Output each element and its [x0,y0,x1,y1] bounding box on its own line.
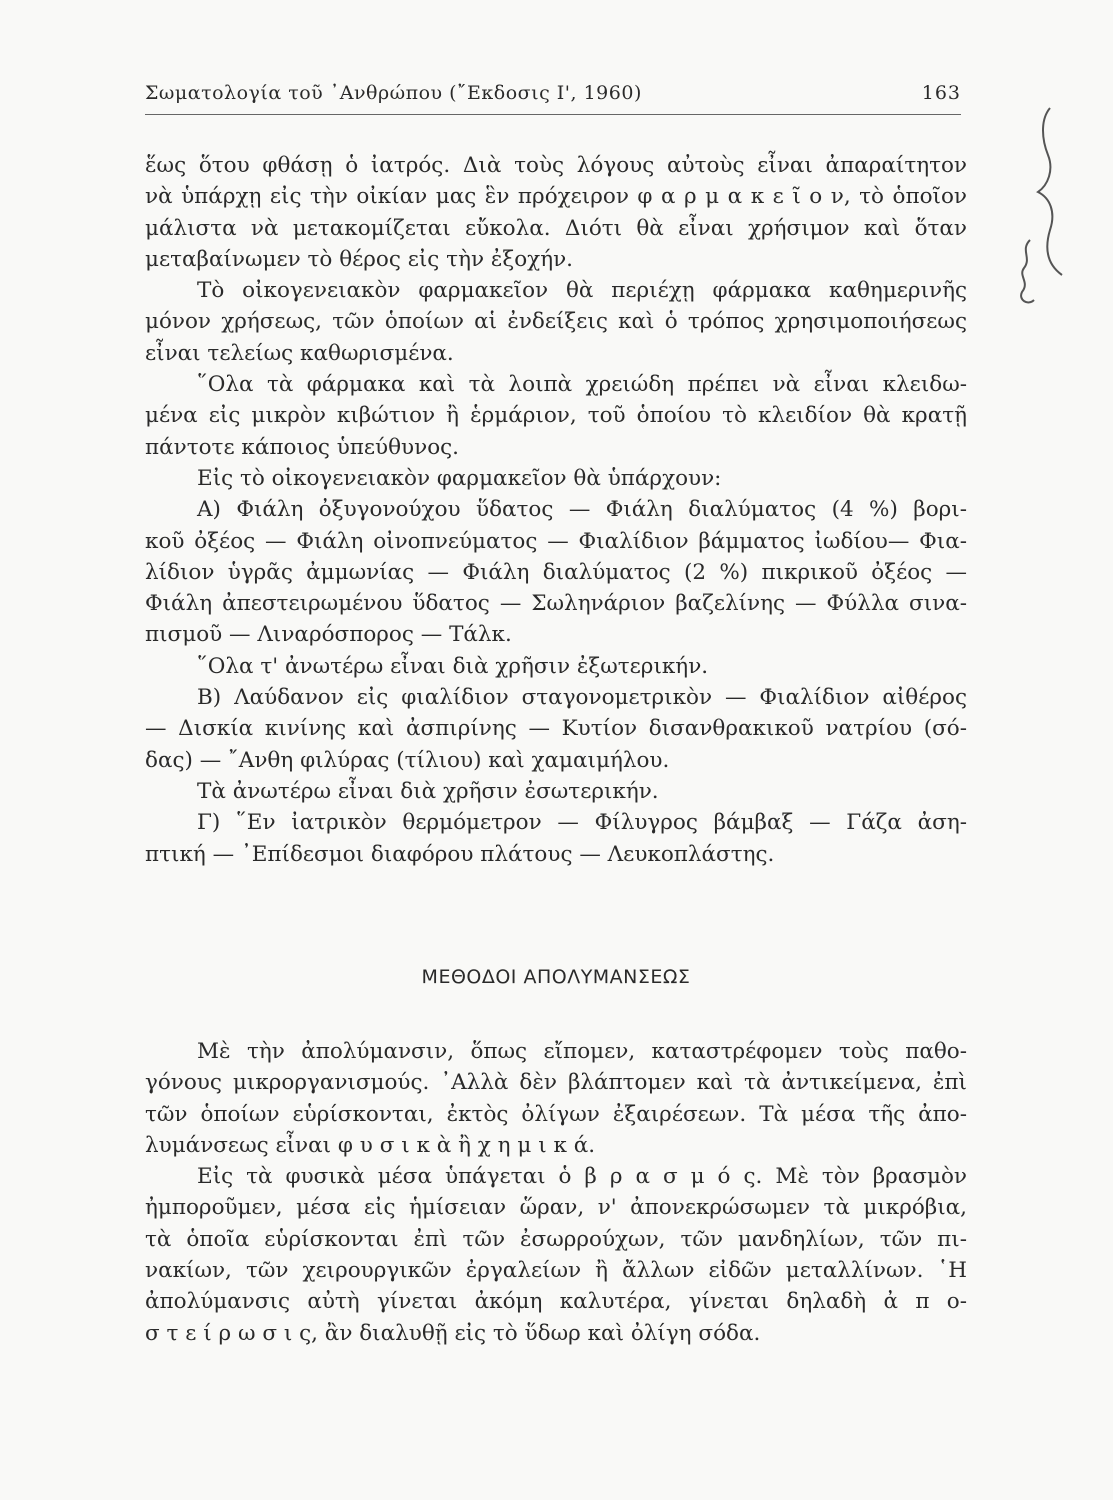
text-line: ῞Ολα τ' ἀνωτέρω εἶναι διὰ χρῆσιν ἐξωτερικήν. [197,653,709,679]
text-line: πτική — ᾿Επίδεσμοι διαφόρου πλάτους — Λευκοπλάστης. [145,841,775,867]
text-line: Εἰς τὰ φυσικὰ μέσα ὑπάγεται ὁ β ρ α σ μ ό ς. Μὲ τὸν βρασμὸν [197,1164,967,1190]
text-line: γόνους μικροργανισμούς. ᾿Αλλὰ δὲν βλάπτομεν καὶ τὰ ἀντικείμενα, ἐπὶ [145,1070,967,1096]
text-line: — Δισκία κινίνης καὶ ἀσπιρίνης — Κυτίον δισανθρακικοῦ νατρίου (σό- [145,716,967,742]
text-line: μόνον χρήσεως, τῶν ὁποίων αἱ ἐνδείξεις καὶ ὁ τρόπος χρησιμοποιήσεως [145,309,967,335]
text-line: λυμάνσεως εἶναι φ υ σ ι κ ὰ ἢ χ η μ ι κ ά. [145,1132,596,1158]
text-line: εἶναι τελείως καθωρισμένα. [145,340,454,366]
text-line: Α) Φιάλη ὀξυγονούχου ὕδατος — Φιάλη διαλύματος (4 %) βορι- [197,497,967,523]
body-text-block-2 [145,1036,967,1349]
text-line: μεταβαίνωμεν τὸ θέρος εἰς τὴν ἐξοχήν. [145,246,573,272]
text-line: Γ) ῞Εν ἰατρικὸν θερμόμετρον — Φίλυγρος βάμβαξ — Γάζα ἀση- [197,810,967,836]
section-heading: ΜΕΘΟΔΟΙ ΑΠΟΛΥΜΑΝΣΕΩΣ [421,966,691,988]
text-line: τῶν ὁποίων εὑρίσκονται, ἐκτὸς ὀλίγων ἐξαιρέσεων. Τὰ μέσα τῆς ἀπο- [145,1101,967,1127]
text-line: Τὰ ἀνωτέρω εἶναι διὰ χρῆσιν ἐσωτερικήν. [197,778,659,804]
text-line: νὰ ὑπάρχῃ εἰς τὴν οἰκίαν μας ἓν πρόχειρον φ α ρ μ α κ ε ῖ ο ν, τὸ ὁποῖον [145,184,967,210]
text-line: ἕως ὅτου φθάσῃ ὁ ἰατρός. Διὰ τοὺς λόγους αὐτοὺς εἶναι ἀπαραίτητον [145,153,967,178]
text-line: Β) Λαύδανον εἰς φιαλίδιον σταγονομετρικὸν — Φιαλίδιον αἰθέρος [197,685,967,711]
text-line: μάλιστα νὰ μετακομίζεται εὔκολα. Διότι θὰ εἶναι χρήσιμον καὶ ὅταν [145,215,967,241]
text-line: Τὸ οἰκογενειακὸν φαρμακεῖον θὰ περιέχῃ φάρμακα καθημερινῆς [197,278,967,304]
text-line: πισμοῦ — Λιναρόσπορος — Τάλκ. [145,622,512,648]
text-line: Φιάλη ἀπεστειρωμένου ὕδατος — Σωληνάριον βαζελίνης — Φύλλα σινα- [145,591,967,617]
margin-squiggle-stroke [1021,240,1034,302]
text-line: λίδιον ὑγρᾶς ἀμμωνίας — Φιάλη διαλύματος (2 %) πικρικοῦ ὀξέος — [145,559,967,585]
text-line: νακίων, τῶν χειρουργικῶν ἐργαλείων ἢ ἄλλων εἰδῶν μεταλλίνων. ῾Η [145,1258,967,1284]
header-title: Σωματολογία τοῦ ᾿Ανθρώπου (῎Εκδοσις Ι', 1960) [145,82,642,104]
text-line: ῞Ολα τὰ φάρμακα καὶ τὰ λοιπὰ χρειώδη πρέπει νὰ εἶναι κλειδω- [197,372,967,398]
text-line: πάντοτε κάποιος ὑπεύθυνος. [145,434,460,460]
text-line: τὰ ὁποῖα εὑρίσκονται ἐπὶ τῶν ἐσωρρούχων, τῶν μανδηλίων, τῶν πι- [145,1226,967,1252]
text-line: σ τ ε ί ρ ω σ ι ς, ἂν διαλυθῇ εἰς τὸ ὕδωρ καὶ ὀλίγη σόδα. [145,1320,761,1346]
margin-brace-stroke [1038,108,1062,275]
handwritten-margin-mark [1010,100,1100,320]
text-line: κοῦ ὀξέος — Φιάλη οἰνοπνεύματος — Φιαλίδιον βάμματος ἰωδίου— Φια- [145,528,967,554]
text-line: ἀπολύμανσις αὐτὴ γίνεται ἀκόμη καλυτέρα, γίνεται δηλαδὴ ἀ π ο- [145,1289,967,1315]
body-text-block-1 [145,150,967,870]
page-number: 163 [921,82,961,104]
text-line: Μὲ τὴν ἀπολύμανσιν, ὅπως εἴπομεν, καταστρέφομεν τοὺς παθο- [197,1039,967,1064]
text-line: Εἰς τὸ οἰκογενειακὸν φαρμακεῖον θὰ ὑπάρχουν: [197,465,722,491]
text-line: ἠμποροῦμεν, μέσα εἰς ἡμίσειαν ὥραν, ν' ἀπονεκρώσωμεν τὰ μικρόβια, [145,1195,967,1221]
text-line: μένα εἰς μικρὸν κιβώτιον ἢ ἑρμάριον, τοῦ ὁποίου τὸ κλειδίον θὰ κρατῇ [145,403,967,429]
text-line: δας) — ῎Ανθη φιλύρας (τίλιου) καὶ χαμαιμήλου. [145,747,670,773]
running-header [145,78,961,115]
